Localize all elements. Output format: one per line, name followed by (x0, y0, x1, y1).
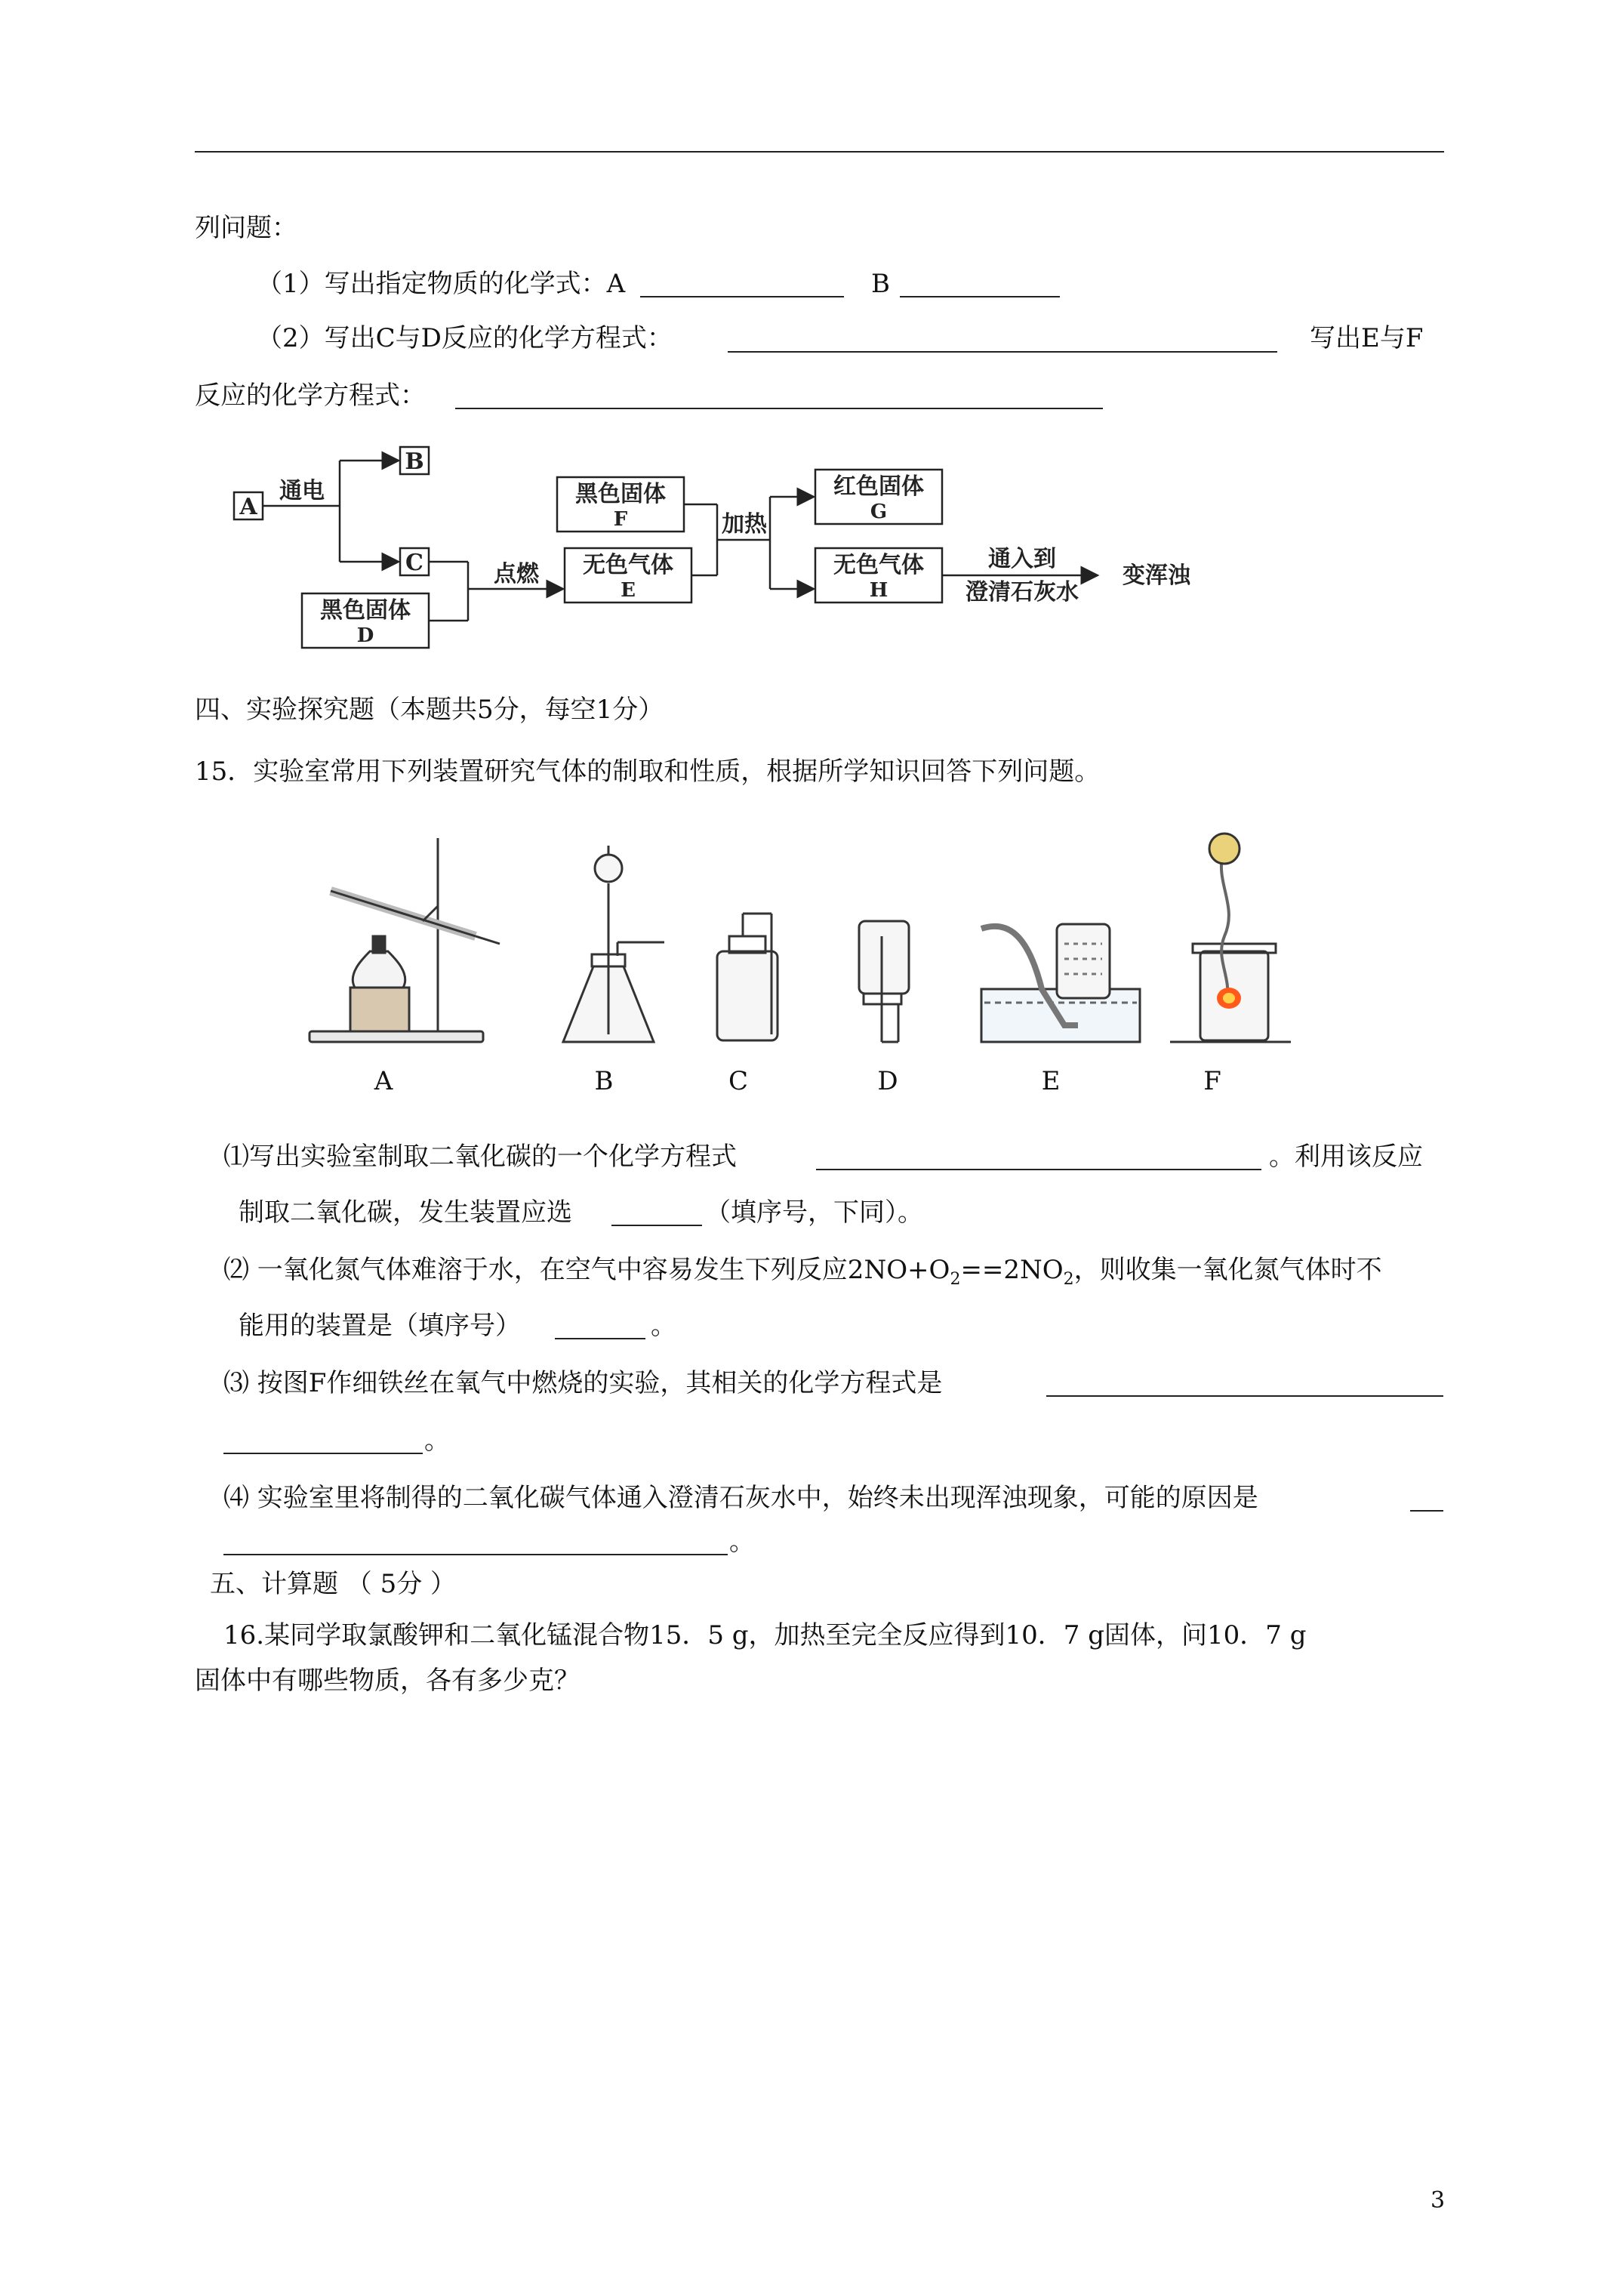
q1-b-label: B (871, 269, 890, 299)
apparatus-A (310, 838, 500, 1042)
p3-end: 。 (424, 1425, 450, 1456)
section4-heading: 四、实验探究题（本题共5分，每空1分） (195, 695, 664, 725)
p1-blank-device[interactable] (611, 1225, 702, 1226)
q16-line2: 固体中有哪些物质，各有多少克？ (195, 1666, 580, 1696)
p2-sub1: 2 (950, 1269, 961, 1289)
p2-text-c: ，则收集一氧化氮气体时不 (1073, 1255, 1382, 1285)
label-turbid: 变浑浊 (1123, 562, 1190, 589)
q2-tail: 写出E与F (1310, 323, 1424, 353)
box-F-line2: F (613, 508, 628, 531)
apparatus-C (717, 914, 778, 1040)
page-number: 3 (1431, 2187, 1446, 2214)
label-heat: 加热 (722, 511, 767, 538)
p1-blank-equation[interactable] (816, 1169, 1261, 1170)
p2-sub2: 2 (1063, 1269, 1074, 1289)
label-into: 通入到 (988, 546, 1056, 572)
q1-text: （1）写出指定物质的化学式：A (257, 269, 626, 299)
box-A-label: A (239, 494, 257, 520)
box-E-line2: E (621, 579, 636, 602)
p4-end: 。 (729, 1527, 755, 1557)
p2-line2: 能用的装置是（填序号） (239, 1311, 521, 1341)
p1-line2: 制取二氧化碳，发生装置应选 (239, 1197, 572, 1228)
apparatus-F (1170, 834, 1291, 1042)
apparatus-label-E: E (1041, 1066, 1061, 1096)
q2-blank-cd[interactable] (728, 351, 1277, 353)
apparatus-figures (302, 823, 1298, 1057)
label-electrolysis: 通电 (279, 478, 325, 504)
q1-blank-b[interactable] (900, 296, 1060, 297)
intro-text: 列问题： (195, 213, 297, 243)
p4-blank-1[interactable] (1410, 1510, 1443, 1512)
apparatus-label-B: B (594, 1066, 614, 1096)
q16-line1: 16.某同学取氯酸钾和二氧化锰混合物15．5 g，加热至完全反应得到10．7 g固体，问10．7 g (223, 1620, 1307, 1650)
label-limewater: 澄清石灰水 (965, 579, 1079, 606)
box-D-line2: D (356, 624, 374, 647)
box-G-line1: 红色固体 (833, 473, 924, 500)
box-G-line2: G (870, 501, 888, 523)
p2-blank-device[interactable] (555, 1338, 645, 1339)
q2-blank-ef[interactable] (455, 408, 1103, 409)
p1-line1: ⑴写出实验室制取二氧化碳的一个化学方程式 (223, 1142, 737, 1172)
section5-heading: 五、计算题 （ 5分 ） (210, 1569, 457, 1599)
apparatus-D (859, 921, 909, 1042)
p1-line1-tail: 。利用该反应 (1269, 1142, 1423, 1172)
box-C-label: C (405, 550, 423, 576)
q2-line2: 反应的化学方程式： (195, 381, 426, 411)
p4-line1: ⑷ 实验室里将制得的二氧化碳气体通入澄清石灰水中，始终未出现浑浊现象，可能的原因是 (223, 1483, 1258, 1513)
apparatus-E (981, 924, 1140, 1042)
box-H-line2: H (869, 579, 888, 602)
apparatus-label-D: D (877, 1066, 898, 1096)
p2-text-a: ⑵ 一氧化氮气体难溶于水，在空气中容易发生下列反应2NO+O (223, 1255, 950, 1285)
p4-blank-2[interactable] (223, 1554, 728, 1555)
reaction-flow-diagram (226, 445, 1223, 657)
q1-blank-a[interactable] (640, 296, 844, 297)
apparatus-label-C: C (728, 1066, 749, 1096)
box-D-line1: 黑色固体 (320, 597, 411, 624)
q15-text: 15．实验室常用下列装置研究气体的制取和性质，根据所学知识回答下列问题。 (195, 757, 1101, 787)
box-F-line1: 黑色固体 (575, 481, 666, 507)
p2-line1 (223, 1255, 1382, 1295)
q2-text: （2）写出C与D反应的化学方程式： (257, 323, 673, 353)
p3-blank-2[interactable] (223, 1453, 423, 1454)
p3-line1: ⑶ 按图F作细铁丝在氧气中燃烧的实验，其相关的化学方程式是 (223, 1368, 943, 1398)
label-ignite: 点燃 (494, 561, 539, 587)
header-rule (195, 151, 1444, 153)
p2-text-b: ==2NO (960, 1255, 1064, 1285)
p1-line2-tail: （填序号，下同）。 (705, 1197, 923, 1228)
apparatus-label-F: F (1203, 1066, 1221, 1096)
box-E-line1: 无色气体 (583, 552, 673, 578)
p2-line2-tail: 。 (651, 1311, 676, 1341)
apparatus-label-A: A (374, 1066, 393, 1096)
box-H-line1: 无色气体 (833, 552, 924, 578)
apparatus-B (563, 846, 664, 1042)
box-B-label: B (405, 448, 424, 475)
p3-blank-1[interactable] (1046, 1395, 1443, 1397)
